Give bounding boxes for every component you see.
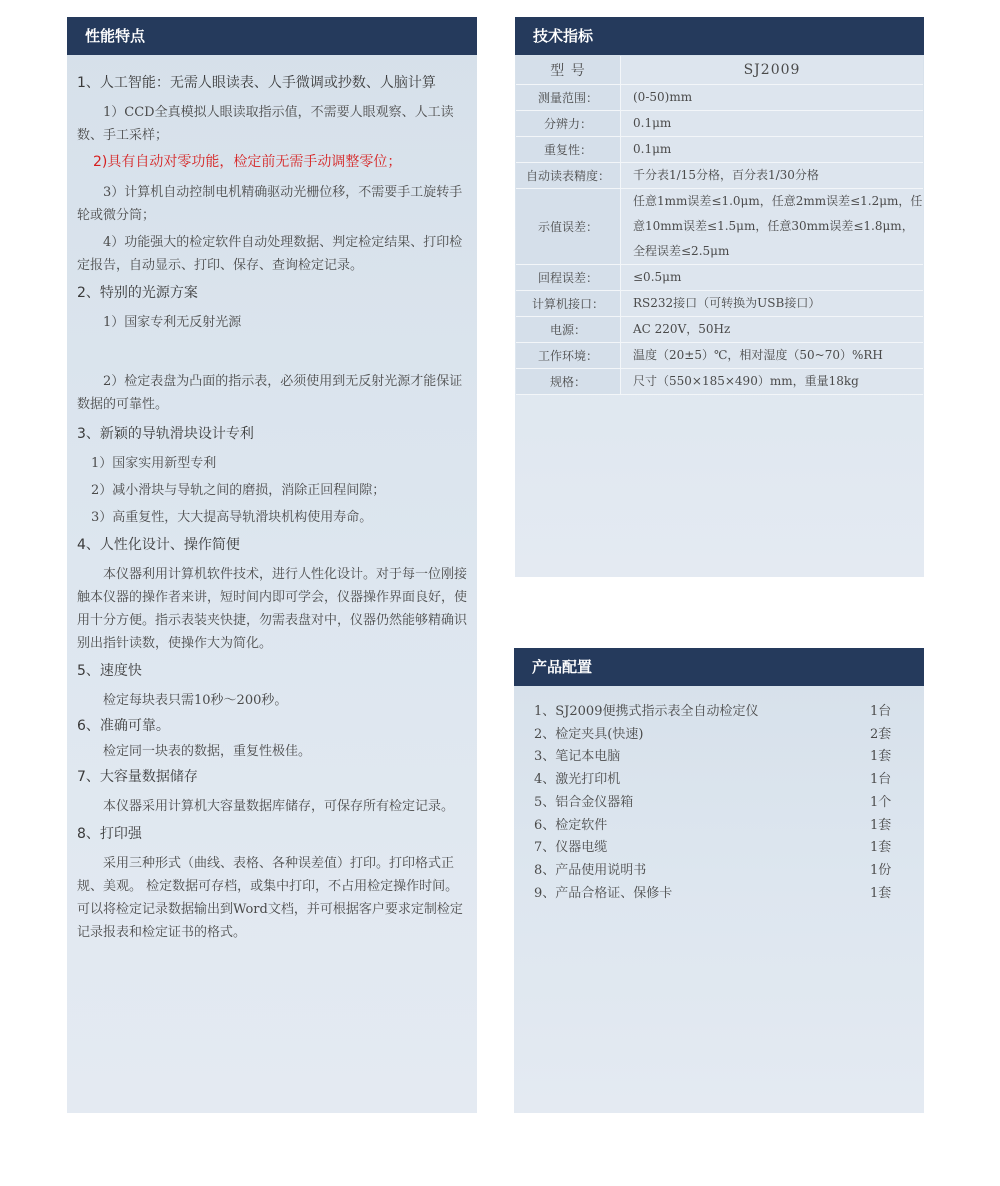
config-header: 产品配置 bbox=[514, 648, 924, 686]
section-title: 1、人工智能：无需人眼读表、人手微调或抄数、人脑计算 bbox=[77, 75, 436, 91]
config-item-name: 7、仪器电缆 bbox=[534, 840, 608, 856]
config-item bbox=[534, 746, 894, 769]
spec-label: 工作环境： bbox=[516, 343, 621, 369]
config-item-qty: 1套 bbox=[870, 840, 892, 856]
config-item-name: 6、检定软件 bbox=[534, 817, 608, 833]
spec-value: AC 220V，50Hz bbox=[621, 317, 924, 343]
spec-row bbox=[516, 56, 923, 85]
paragraph: 1）国家专利无反射光源 bbox=[103, 315, 242, 330]
features-content bbox=[77, 73, 469, 948]
config-item-name: 3、笔记本电脑 bbox=[534, 749, 621, 765]
spec-value: 0.1μm bbox=[621, 137, 924, 163]
spec-row bbox=[516, 291, 923, 317]
features-header: 性能特点 bbox=[67, 17, 477, 55]
spec-label: 电源： bbox=[516, 317, 621, 343]
spec-value: 0.1μm bbox=[621, 111, 924, 137]
config-item-qty: 1份 bbox=[870, 862, 892, 878]
config-item bbox=[534, 769, 894, 792]
features-panel bbox=[67, 17, 477, 1113]
config-item bbox=[534, 837, 894, 860]
section-title: 4、人性化设计、操作简便 bbox=[77, 537, 240, 553]
spec-row bbox=[516, 317, 923, 343]
config-item-name: 1、SJ2009便携式指示表全自动检定仪 bbox=[534, 704, 759, 719]
spec-row bbox=[516, 265, 923, 291]
section-title: 3、新颖的导轨滑块设计专利 bbox=[77, 426, 254, 442]
section-title: 7、大容量数据储存 bbox=[77, 769, 198, 785]
paragraph: 检定同一块表的数据，重复性极佳。 bbox=[103, 744, 312, 759]
spec-label: 型 号 bbox=[516, 56, 621, 85]
paragraph: 1）国家实用新型专利 bbox=[91, 456, 217, 471]
spec-value: 尺寸（550×185×490）mm，重量18kg bbox=[621, 369, 924, 395]
spec-label: 示值误差： bbox=[516, 189, 621, 265]
config-item bbox=[534, 792, 894, 815]
config-item-qty: 1套 bbox=[870, 885, 892, 901]
config-item-name: 8、产品使用说明书 bbox=[534, 862, 647, 878]
config-item-qty: 1个 bbox=[870, 794, 892, 810]
spec-row bbox=[516, 343, 923, 369]
paragraph: 3）计算机自动控制电机精确驱动光栅位移，不需要手工旋转手轮或微分筒； bbox=[77, 185, 463, 223]
spec-value: 千分表1/15分格，百分表1/30分格 bbox=[621, 163, 924, 189]
section-title: 5、速度快 bbox=[77, 663, 142, 679]
tech-specs-table bbox=[516, 56, 923, 395]
paragraph: 4）功能强大的检定软件自动处理数据、判定检定结果、打印检定报告，自动显示、打印、保存、查询检定记录。 bbox=[77, 235, 463, 273]
paragraph: 采用三种形式（曲线、表格、各种误差值）打印。打印格式正规、美观。 检定数据可存档，或集中打印，不占用检定操作时间。可以将检定记录数据输出到Word文档，并可根据客户要求定制检定记录报表和检定证书的格式。 bbox=[77, 856, 463, 940]
config-item-qty: 1台 bbox=[870, 704, 892, 719]
config-panel bbox=[514, 648, 924, 1113]
spec-label: 分辨力： bbox=[516, 111, 621, 137]
paragraph: 本仪器利用计算机软件技术，进行人性化设计。对于每一位刚接触本仪器的操作者来讲，短时间内即可学会，仪器操作界面良好，使用十分方便。指示表装夹快捷，勿需表盘对中，仪器仍然能够精确识别出指针读数，使操作大为简化。 bbox=[77, 567, 468, 651]
paragraph: 1）CCD全真模拟人眼读取指示值，不需要人眼观察、人工读数、手工采样； bbox=[77, 105, 454, 143]
spec-row bbox=[516, 85, 923, 111]
spec-row bbox=[516, 137, 923, 163]
spec-row bbox=[516, 163, 923, 189]
config-list bbox=[534, 701, 894, 905]
spec-label: 自动读表精度： bbox=[516, 163, 621, 189]
section-title: 8、打印强 bbox=[77, 826, 142, 842]
spec-value: RS232接口（可转换为USB接口） bbox=[621, 291, 924, 317]
config-item bbox=[534, 815, 894, 838]
tech-specs-panel bbox=[515, 17, 924, 577]
paragraph: 2）减小滑块与导轨之间的磨损，消除正回程间隙； bbox=[91, 483, 386, 498]
spec-value: ≤0.5μm bbox=[621, 265, 924, 291]
highlight-text: 2)具有自动对零功能，检定前无需手动调整零位； bbox=[93, 154, 402, 170]
config-item-name: 9、产品合格证、保修卡 bbox=[534, 885, 673, 901]
config-item bbox=[534, 724, 894, 747]
paragraph: 检定每块表只需10秒～200秒。 bbox=[103, 693, 288, 708]
config-item-qty: 1台 bbox=[870, 772, 892, 788]
spec-value: 温度（20±5）℃，相对湿度（50~70）%RH bbox=[621, 343, 924, 369]
tech-specs-header: 技术指标 bbox=[515, 17, 924, 55]
spec-value: (0-50)mm bbox=[621, 85, 924, 111]
config-item bbox=[534, 860, 894, 883]
spec-value: 任意1mm误差≤1.0μm，任意2mm误差≤1.2μm，任意10mm误差≤1.5μm，任意30mm误差≤1.8μm，全程误差≤2.5μm bbox=[621, 189, 924, 265]
config-item-name: 2、检定夹具(快速) bbox=[534, 726, 644, 742]
spec-row bbox=[516, 369, 923, 395]
spec-label: 测量范围： bbox=[516, 85, 621, 111]
spec-label: 回程误差： bbox=[516, 265, 621, 291]
paragraph: 本仪器采用计算机大容量数据库储存，可保存所有检定记录。 bbox=[103, 799, 455, 814]
paragraph: 2）检定表盘为凸面的指示表，必须使用到无反射光源才能保证数据的可靠性。 bbox=[77, 374, 463, 412]
config-item-qty: 1套 bbox=[870, 817, 892, 833]
config-item-name: 5、铝合金仪器箱 bbox=[534, 794, 634, 810]
config-item-qty: 1套 bbox=[870, 749, 892, 765]
spec-label: 规格： bbox=[516, 369, 621, 395]
config-item bbox=[534, 701, 894, 724]
config-item-name: 4、激光打印机 bbox=[534, 772, 621, 788]
spec-row bbox=[516, 189, 923, 265]
config-item-qty: 2套 bbox=[870, 726, 892, 742]
spec-row bbox=[516, 111, 923, 137]
spec-label: 计算机接口： bbox=[516, 291, 621, 317]
spec-label: 重复性： bbox=[516, 137, 621, 163]
config-item bbox=[534, 883, 894, 906]
section-title: 6、准确可靠。 bbox=[77, 718, 170, 734]
section-title: 2、特别的光源方案 bbox=[77, 285, 198, 301]
paragraph: 3）高重复性，大大提高导轨滑块机构使用寿命。 bbox=[91, 510, 373, 525]
spec-value: SJ2009 bbox=[621, 56, 924, 85]
